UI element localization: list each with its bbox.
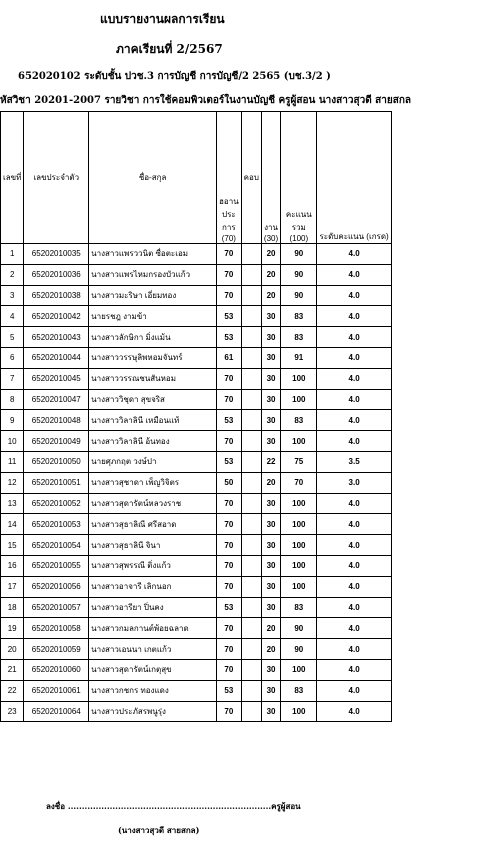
cell-total: 100 [281, 368, 317, 389]
table-row [1, 368, 477, 389]
cell-name: นางสาวเอนนา เกตแก้ว [89, 639, 217, 660]
cell-name: นางสาววิชุดา สุขจริส [89, 389, 217, 410]
cell-name: นางสาวแพรววนิต ซื่อตะเอม [89, 244, 217, 265]
grades-table [0, 111, 477, 722]
header-grade [317, 112, 391, 244]
cell-col-c: 30 [261, 701, 280, 722]
cell-name: นางสาวกมลกานต์พ้อยฉลาด [89, 618, 217, 639]
cell-total: 100 [281, 514, 317, 535]
cell-col-c: 30 [261, 514, 280, 535]
cell-col-a: 70 [217, 514, 242, 535]
cell-total: 90 [281, 618, 317, 639]
table-row [1, 410, 477, 431]
cell-col-c: 20 [261, 639, 280, 660]
cell-student-id: 65202010035 [24, 244, 89, 265]
cell-total: 100 [281, 431, 317, 452]
cell-col-c: 30 [261, 659, 280, 680]
cell-no: 2 [1, 264, 24, 285]
cell-student-id: 65202010036 [24, 264, 89, 285]
cell-student-id: 65202010048 [24, 410, 89, 431]
cell-col-a: 70 [217, 264, 242, 285]
cell-name: นางสาววิลาลินี อ้นทอง [89, 431, 217, 452]
cell-no: 4 [1, 306, 24, 327]
cell-name: นางสาวสุธาลิณี ศรีสอาด [89, 514, 217, 535]
cell-student-id: 65202010054 [24, 535, 89, 556]
cell-grade: 4.0 [317, 368, 391, 389]
cell-col-c: 30 [261, 347, 280, 368]
cell-total: 83 [281, 680, 317, 701]
cell-col-a: 70 [217, 493, 242, 514]
cell-col-b [241, 389, 261, 410]
header-col-b [241, 112, 261, 244]
cell-no: 1 [1, 244, 24, 265]
class-info: 652020102 ระดับชั้น ปวช.3 การบัญชี การบัญชี/2 2565 (บช.3/2 ) [18, 71, 331, 82]
cell-col-c: 30 [261, 389, 280, 410]
cell-name: นางสาวสุดารัตน์เกตุสุข [89, 659, 217, 680]
cell-grade: 4.0 [317, 327, 391, 348]
table-row [1, 451, 477, 472]
cell-grade: 4.0 [317, 389, 391, 410]
cell-col-a: 70 [217, 389, 242, 410]
table-row [1, 639, 477, 660]
table-row [1, 493, 477, 514]
header-col-c [261, 112, 280, 244]
cell-student-id: 65202010052 [24, 493, 89, 514]
header-no: เลขที่ [1, 112, 24, 244]
table-row [1, 327, 477, 348]
cell-student-id: 65202010050 [24, 451, 89, 472]
cell-col-a: 53 [217, 451, 242, 472]
cell-total: 83 [281, 327, 317, 348]
cell-no: 12 [1, 472, 24, 493]
cell-grade: 4.0 [317, 597, 391, 618]
cell-grade: 4.0 [317, 347, 391, 368]
cell-col-b [241, 306, 261, 327]
cell-no: 5 [1, 327, 24, 348]
cell-grade: 4.0 [317, 431, 391, 452]
header-total-1: คะแนน [285, 210, 312, 219]
cell-col-a: 70 [217, 368, 242, 389]
cell-col-c: 30 [261, 680, 280, 701]
cell-col-b [241, 597, 261, 618]
cell-total: 100 [281, 701, 317, 722]
cell-col-b [241, 347, 261, 368]
cell-col-a: 70 [217, 639, 242, 660]
cell-grade: 4.0 [317, 639, 391, 660]
cell-col-a: 53 [217, 306, 242, 327]
cell-total: 83 [281, 597, 317, 618]
cell-student-id: 65202010038 [24, 285, 89, 306]
cell-col-c: 30 [261, 306, 280, 327]
cell-col-c: 30 [261, 368, 280, 389]
cell-col-c: 30 [261, 597, 280, 618]
cell-col-b [241, 285, 261, 306]
cell-no: 15 [1, 535, 24, 556]
cell-grade: 4.0 [317, 244, 391, 265]
cell-total: 83 [281, 410, 317, 431]
cell-student-id: 65202010049 [24, 431, 89, 452]
table-row [1, 285, 477, 306]
cell-name: นางสาวสุชาดา เพ็ญวิจิตร [89, 472, 217, 493]
cell-total: 91 [281, 347, 317, 368]
cell-col-b [241, 555, 261, 576]
cell-name: นางสาววิลาลินี เหมือนแท้ [89, 410, 217, 431]
cell-col-b [241, 451, 261, 472]
cell-grade: 4.0 [317, 659, 391, 680]
cell-col-b [241, 410, 261, 431]
cell-total: 90 [281, 285, 317, 306]
cell-col-a: 53 [217, 597, 242, 618]
cell-name: นางสาวกชกร ทองแดง [89, 680, 217, 701]
cell-col-b [241, 618, 261, 639]
cell-total: 100 [281, 389, 317, 410]
subject-info: หัสวิชา 20201-2007 รายวิชา การใช้คอมพิวเตอร์ในงานบัญชี ครูผู้สอน นางสาวสุวดี สายสกล [0, 95, 412, 106]
cell-student-id: 65202010055 [24, 555, 89, 576]
cell-col-a: 53 [217, 680, 242, 701]
cell-name: นางสาวมะริษา เอี่ยมทอง [89, 285, 217, 306]
cell-grade: 4.0 [317, 285, 391, 306]
cell-col-c: 22 [261, 451, 280, 472]
header-total [281, 112, 317, 244]
cell-name: นางสาวลักษิกา มิ่งแม้น [89, 327, 217, 348]
cell-student-id: 65202010064 [24, 701, 89, 722]
cell-col-a: 53 [217, 410, 242, 431]
cell-col-b [241, 659, 261, 680]
cell-col-a: 70 [217, 701, 242, 722]
cell-no: 3 [1, 285, 24, 306]
cell-col-a: 70 [217, 555, 242, 576]
cell-grade: 4.0 [317, 264, 391, 285]
cell-no: 20 [1, 639, 24, 660]
cell-student-id: 65202010043 [24, 327, 89, 348]
cell-no: 8 [1, 389, 24, 410]
cell-no: 18 [1, 597, 24, 618]
cell-grade: 4.0 [317, 514, 391, 535]
cell-no: 10 [1, 431, 24, 452]
cell-no: 23 [1, 701, 24, 722]
header-total-2: รวม [291, 223, 306, 232]
table-header-row [1, 112, 477, 244]
header-col-b-top: คอบ [243, 173, 259, 182]
header-col-c-max: (30) [263, 234, 279, 243]
cell-col-b [241, 639, 261, 660]
cell-no: 14 [1, 514, 24, 535]
cell-col-c: 30 [261, 410, 280, 431]
cell-col-a: 70 [217, 431, 242, 452]
header-col-a-max: (70) [221, 234, 236, 243]
cell-grade: 4.0 [317, 306, 391, 327]
cell-student-id: 65202010047 [24, 389, 89, 410]
cell-grade: 4.0 [317, 701, 391, 722]
table-row [1, 431, 477, 452]
cell-name: นางสาวสุพรรณี ติ่งแก้ว [89, 555, 217, 576]
cell-student-id: 65202010061 [24, 680, 89, 701]
cell-grade: 4.0 [317, 680, 391, 701]
header-col-a-mid2: การ [222, 223, 236, 232]
cell-total: 100 [281, 535, 317, 556]
cell-col-a: 50 [217, 472, 242, 493]
cell-no: 13 [1, 493, 24, 514]
cell-name: นางสาวสุธาลินี จินา [89, 535, 217, 556]
cell-col-b [241, 680, 261, 701]
cell-name: นายรชฎ งามข้า [89, 306, 217, 327]
header-total-max: (100) [289, 234, 309, 243]
cell-student-id: 65202010060 [24, 659, 89, 680]
cell-col-b [241, 472, 261, 493]
cell-no: 21 [1, 659, 24, 680]
cell-name: นางสาวสุดารัตน์หลวงราช [89, 493, 217, 514]
cell-col-a: 70 [217, 535, 242, 556]
header-name: ชื่อ-สกุล [89, 112, 217, 244]
cell-student-id: 65202010057 [24, 597, 89, 618]
cell-col-a: 70 [217, 618, 242, 639]
table-row [1, 597, 477, 618]
cell-col-c: 20 [261, 264, 280, 285]
cell-col-b [241, 264, 261, 285]
cell-col-b [241, 244, 261, 265]
cell-col-c: 30 [261, 493, 280, 514]
cell-col-b [241, 514, 261, 535]
table-row [1, 701, 477, 722]
table-row [1, 535, 477, 556]
cell-student-id: 65202010056 [24, 576, 89, 597]
cell-student-id: 65202010053 [24, 514, 89, 535]
header-col-a-mid1: ประ [222, 210, 236, 219]
cell-no: 11 [1, 451, 24, 472]
cell-col-c: 20 [261, 618, 280, 639]
cell-no: 22 [1, 680, 24, 701]
header-grade-label: ระดับคะแนน (เกรด) [319, 232, 389, 241]
cell-no: 17 [1, 576, 24, 597]
header-spacer [391, 112, 477, 244]
cell-col-b [241, 368, 261, 389]
cell-col-a: 70 [217, 576, 242, 597]
cell-col-b [241, 493, 261, 514]
cell-name: นางสาวอารียา ปิ่นคง [89, 597, 217, 618]
cell-no: 16 [1, 555, 24, 576]
cell-col-c: 20 [261, 244, 280, 265]
cell-name: นางสาววรรษุลิพหอมจันทร์ [89, 347, 217, 368]
cell-student-id: 65202010051 [24, 472, 89, 493]
table-row [1, 514, 477, 535]
table-row [1, 555, 477, 576]
cell-total: 100 [281, 493, 317, 514]
cell-total: 100 [281, 576, 317, 597]
cell-total: 100 [281, 659, 317, 680]
cell-no: 19 [1, 618, 24, 639]
cell-grade: 4.0 [317, 493, 391, 514]
cell-student-id: 65202010058 [24, 618, 89, 639]
table-row [1, 264, 477, 285]
cell-total: 70 [281, 472, 317, 493]
header-col-a-top: ฮอาน [219, 197, 239, 206]
cell-name: นายศุภกฤต วงษ์ปา [89, 451, 217, 472]
cell-total: 90 [281, 264, 317, 285]
cell-student-id: 65202010059 [24, 639, 89, 660]
table-row [1, 347, 477, 368]
cell-total: 90 [281, 639, 317, 660]
table-row [1, 306, 477, 327]
signature-line: ลงชื่อ .........................................................................ครูผู้สอน [46, 801, 301, 811]
cell-no: 7 [1, 368, 24, 389]
cell-student-id: 65202010044 [24, 347, 89, 368]
cell-name: นางสาวประภัสรพนูรุ่ง [89, 701, 217, 722]
cell-col-b [241, 327, 261, 348]
cell-col-b [241, 535, 261, 556]
cell-total: 83 [281, 306, 317, 327]
cell-grade: 4.0 [317, 576, 391, 597]
cell-col-c: 30 [261, 327, 280, 348]
teacher-name: (นางสาวสุวดี สายสกล) [118, 825, 200, 835]
cell-col-c: 20 [261, 472, 280, 493]
header-col-a [217, 112, 242, 244]
cell-no: 9 [1, 410, 24, 431]
cell-grade: 3.5 [317, 451, 391, 472]
cell-grade: 4.0 [317, 535, 391, 556]
cell-grade: 4.0 [317, 618, 391, 639]
table-row [1, 472, 477, 493]
table-row [1, 618, 477, 639]
cell-total: 90 [281, 244, 317, 265]
cell-name: นางสาววรรณชนสันหอม [89, 368, 217, 389]
table-row [1, 680, 477, 701]
cell-grade: 3.0 [317, 472, 391, 493]
cell-col-c: 20 [261, 285, 280, 306]
cell-col-a: 70 [217, 244, 242, 265]
cell-col-a: 53 [217, 327, 242, 348]
cell-col-c: 30 [261, 555, 280, 576]
table-row [1, 659, 477, 680]
cell-col-c: 30 [261, 431, 280, 452]
cell-col-c: 30 [261, 535, 280, 556]
cell-total: 100 [281, 555, 317, 576]
cell-col-b [241, 701, 261, 722]
cell-total: 75 [281, 451, 317, 472]
term-label: ภาคเรียนที่ 2/2567 [116, 42, 223, 56]
report-title: แบบรายงานผลการเรียน [100, 12, 225, 26]
table-row [1, 389, 477, 410]
cell-col-a: 70 [217, 659, 242, 680]
header-col-c-top: งาน [264, 223, 278, 232]
cell-grade: 4.0 [317, 410, 391, 431]
table-row [1, 576, 477, 597]
cell-col-c: 30 [261, 576, 280, 597]
cell-grade: 4.0 [317, 555, 391, 576]
table-row [1, 244, 477, 265]
cell-col-a: 61 [217, 347, 242, 368]
cell-name: นางสาวอาจารี เลิกนอก [89, 576, 217, 597]
cell-col-b [241, 431, 261, 452]
cell-col-b [241, 576, 261, 597]
cell-col-a: 70 [217, 285, 242, 306]
cell-student-id: 65202010042 [24, 306, 89, 327]
cell-no: 6 [1, 347, 24, 368]
header-student-id: เลขประจำตัว [24, 112, 89, 244]
cell-name: นางสาวแพรไหมกรองบัวแก้ว [89, 264, 217, 285]
cell-student-id: 65202010045 [24, 368, 89, 389]
